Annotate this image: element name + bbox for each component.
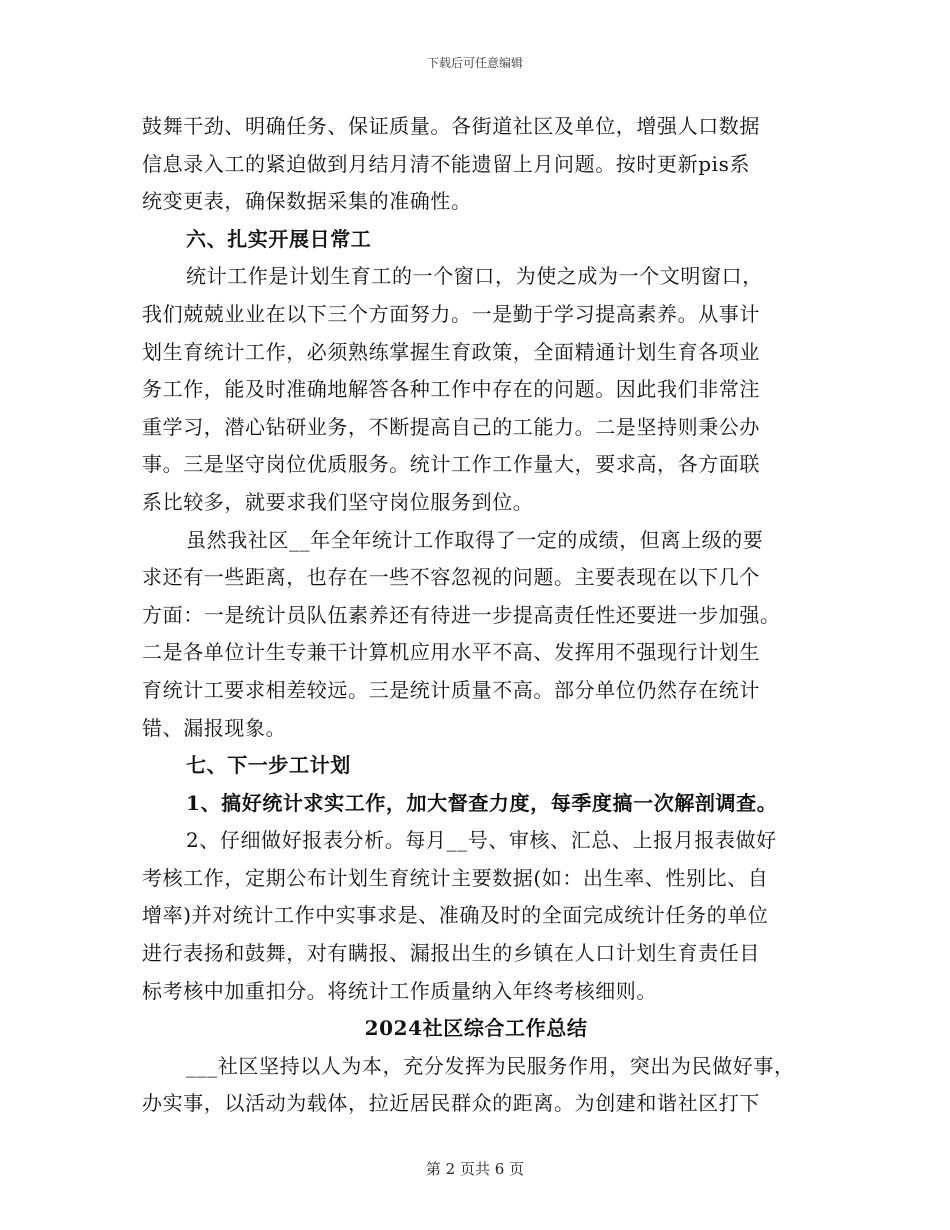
paragraph-line: 统计工作是计划生育工的一个窗口，为使之成为一个文明窗口， (186, 264, 763, 289)
paragraph-line: 求还有一些距离，也存在一些不容忽视的问题。主要表现在以下几个 (142, 565, 760, 590)
paragraph-line: 育统计工要求相差较远。三是统计质量不高。部分单位仍然存在统计 (142, 677, 760, 702)
paragraph-line: 事。三是坚守岗位优质服务。统计工作工作量大，要求高，各方面联 (142, 452, 760, 477)
plan-item-heading: 1、搞好统计求实工作，加大督查力度，每季度搞一次解剖调查。 (186, 790, 778, 815)
section-heading: 七、下一步工计划 (186, 753, 351, 778)
paragraph-line: 鼓舞干劲、明确任务、保证质量。各街道社区及单位，增强人口数据 (142, 114, 760, 138)
page-header: 下载后可任意编辑 (426, 56, 523, 70)
paragraph-line: 信息录入工的紧迫做到月结月清不能遗留上月问题。按时更新pis系 (142, 151, 751, 176)
paragraph-line: 我们兢兢业业在以下三个方面努力。一是勤于学习提高素养。从事计 (142, 301, 760, 326)
paragraph-line: 考核工作，定期公布计划生育统计主要数据(如：出生率、性别比、自 (142, 865, 769, 890)
paragraph-line: 二是各单位计生专兼干计算机应用水平不高、发挥用不强现行计划生 (142, 640, 760, 665)
paragraph-line: 进行表扬和鼓舞，对有瞒报、漏报出生的乡镇在人口计划生育责任目 (142, 941, 760, 966)
paragraph-line: 方面：一是统计员队伍素养还有待进一步提高责任性还要进一步加强。 (142, 602, 781, 627)
section-heading: 六、扎实开展日常工 (186, 226, 372, 251)
paragraph-line: 重学习，潜心钻研业务，不断提高自己的工能力。二是坚持则秉公办 (142, 414, 760, 439)
paragraph-line: ___社区坚持以人为本，充分发挥为民服务作用，突出为民做好事， (186, 1053, 795, 1078)
paragraph-line: 统变更表，确保数据采集的准确性。 (142, 189, 472, 214)
paragraph-line: 办实事，以活动为载体，拉近居民群众的距离。为创建和谐社区打下 (142, 1091, 760, 1116)
paragraph-line: 2、仔细做好报表分析。每月__号、审核、汇总、上报月报表做好 (186, 828, 777, 853)
paragraph-line: 划生育统计工作，必须熟练掌握生育政策，全面精通计划生育各项业 (142, 339, 760, 364)
paragraph-line: 增率)并对统计工作中实事求是、准确及时的全面完成统计任务的单位 (142, 903, 769, 928)
paragraph-line: 务工作，能及时准确地解答各种工作中存在的问题。因此我们非常注 (142, 377, 760, 402)
paragraph-line: 错、漏报现象。 (142, 715, 287, 740)
paragraph-line: 标考核中加重扣分。将统计工作质量纳入年终考核细则。 (142, 978, 657, 1003)
document-body (142, 108, 810, 1123)
page-footer: 第 2 页共 6 页 (425, 1160, 525, 1178)
paragraph-line: 虽然我社区__年全年统计工作取得了一定的成绩，但离上级的要 (186, 527, 764, 552)
paragraph-line: 系比较多，就要求我们坚守岗位服务到位。 (142, 489, 534, 514)
document-title: 2024社区综合工作总结 (364, 1016, 588, 1041)
